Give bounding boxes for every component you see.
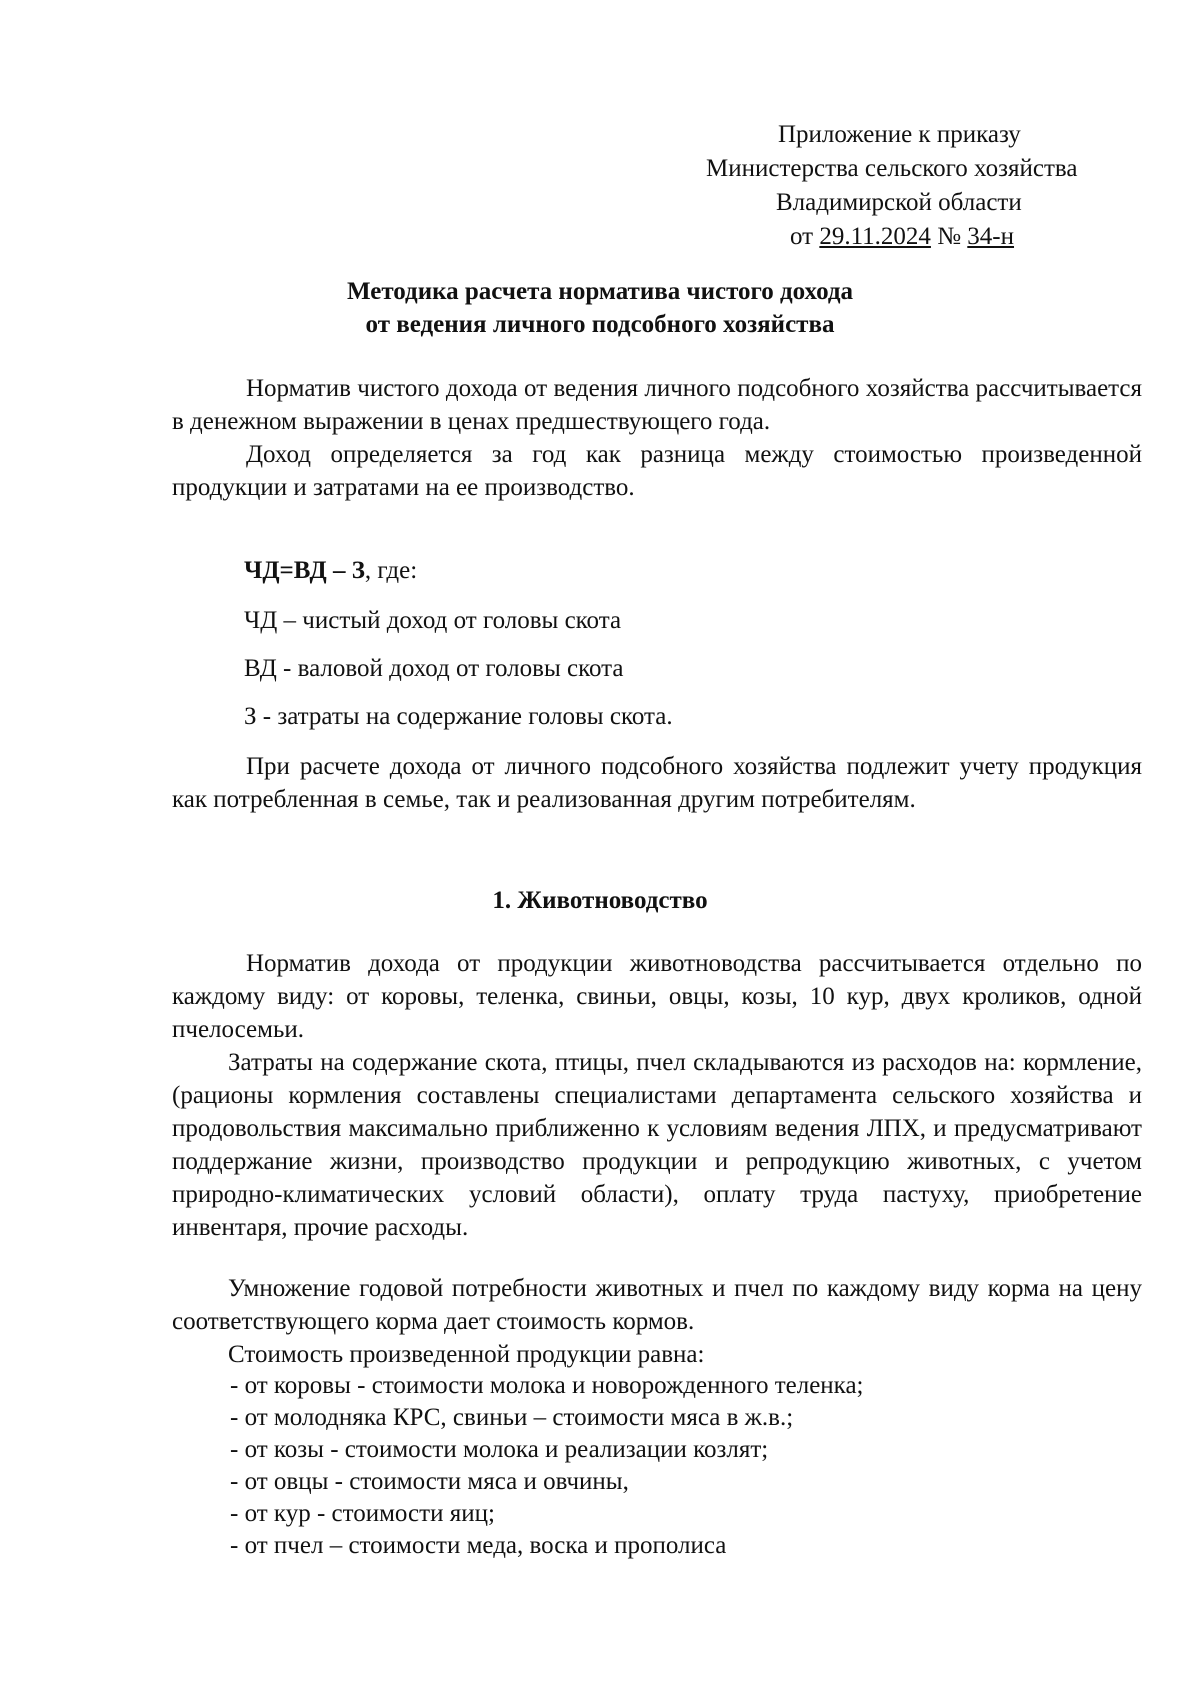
appendix-header bbox=[690, 118, 1150, 254]
title-line-1: Методика расчета норматива чистого дохода bbox=[346, 278, 854, 305]
livestock-paragraph-1: Норматив дохода от продукции животноводства рассчитывается отдельно по каждому виду: от коровы, теленка, свиньи, овцы, козы, 10 кур, двух кроликов, одной пчелосемьи. bbox=[172, 950, 1142, 1043]
order-number: 34-н bbox=[967, 223, 1015, 250]
livestock-paragraph-2: Затраты на содержание скота, птицы, пчел складываются из расходов на: кормление, (рационы кормления составлены специалистами департамента сельского хозяйства и продовольствия максимально приближенно к условиям ведения ЛПХ, и предусматривают поддержание жизни, производство продукции и репродукцию животных, с учетом природно-климатических условий области), оплату труда пастуху, приобретение инвентаря, прочие расходы. bbox=[172, 1049, 1142, 1241]
section-heading-livestock: 1. Животноводство bbox=[492, 887, 708, 914]
header-line-ministry: Министерства сельского хозяйства bbox=[706, 155, 1078, 182]
accounting-note-paragraph: При расчете дохода от личного подсобного хозяйства подлежит учету продукция как потребленная в семье, так и реализованная другим потребителям. bbox=[172, 753, 1142, 813]
header-line-date-number bbox=[690, 220, 1150, 254]
number-prefix: № bbox=[930, 223, 968, 250]
formula-expression: ЧД=ВД – З bbox=[244, 557, 365, 584]
formula-suffix: , где: bbox=[364, 557, 418, 584]
list-item: - от молодняка КРС, свиньи – стоимости мяса в ж.в.; bbox=[230, 1404, 794, 1431]
formula-definition-gross-income: ВД - валовой доход от головы скота bbox=[244, 655, 624, 682]
header-line-appendix: Приложение к приказу bbox=[778, 121, 1021, 148]
list-item: - от козы - стоимости молока и реализации козлят; bbox=[230, 1436, 769, 1463]
document-title bbox=[170, 275, 1030, 341]
list-item: - от кур - стоимости яиц; bbox=[230, 1500, 495, 1527]
title-line-2: от ведения личного подсобного хозяйства bbox=[365, 311, 835, 338]
formula-definition-costs: З - затраты на содержание головы скота. bbox=[244, 703, 673, 730]
formula-line bbox=[244, 554, 417, 587]
list-item: - от пчел – стоимости меда, воска и прополиса bbox=[230, 1532, 727, 1559]
list-item: - от овцы - стоимости мяса и овчины, bbox=[230, 1468, 629, 1495]
list-item: - от коровы - стоимости молока и новорожденного теленка; bbox=[230, 1372, 864, 1399]
order-date: 29.11.2024 bbox=[819, 223, 931, 250]
production-value-list bbox=[230, 1370, 864, 1562]
intro-paragraph-1: Норматив чистого дохода от ведения личного подсобного хозяйства рассчитывается в денежном выражении в ценах предшествующего года. bbox=[172, 375, 1142, 435]
livestock-paragraph-4: Стоимость произведенной продукции равна: bbox=[228, 1341, 705, 1368]
header-line-region: Владимирской области bbox=[776, 189, 1022, 216]
date-prefix: от bbox=[790, 223, 820, 250]
intro-paragraph-2: Доход определяется за год как разница между стоимостью произведенной продукции и затратами на ее производство. bbox=[172, 441, 1142, 501]
livestock-paragraph-3: Умножение годовой потребности животных и пчел по каждому виду корма на цену соответствующего корма дает стоимость кормов. bbox=[172, 1275, 1142, 1335]
formula-definition-net-income: ЧД – чистый доход от головы скота bbox=[244, 607, 622, 634]
